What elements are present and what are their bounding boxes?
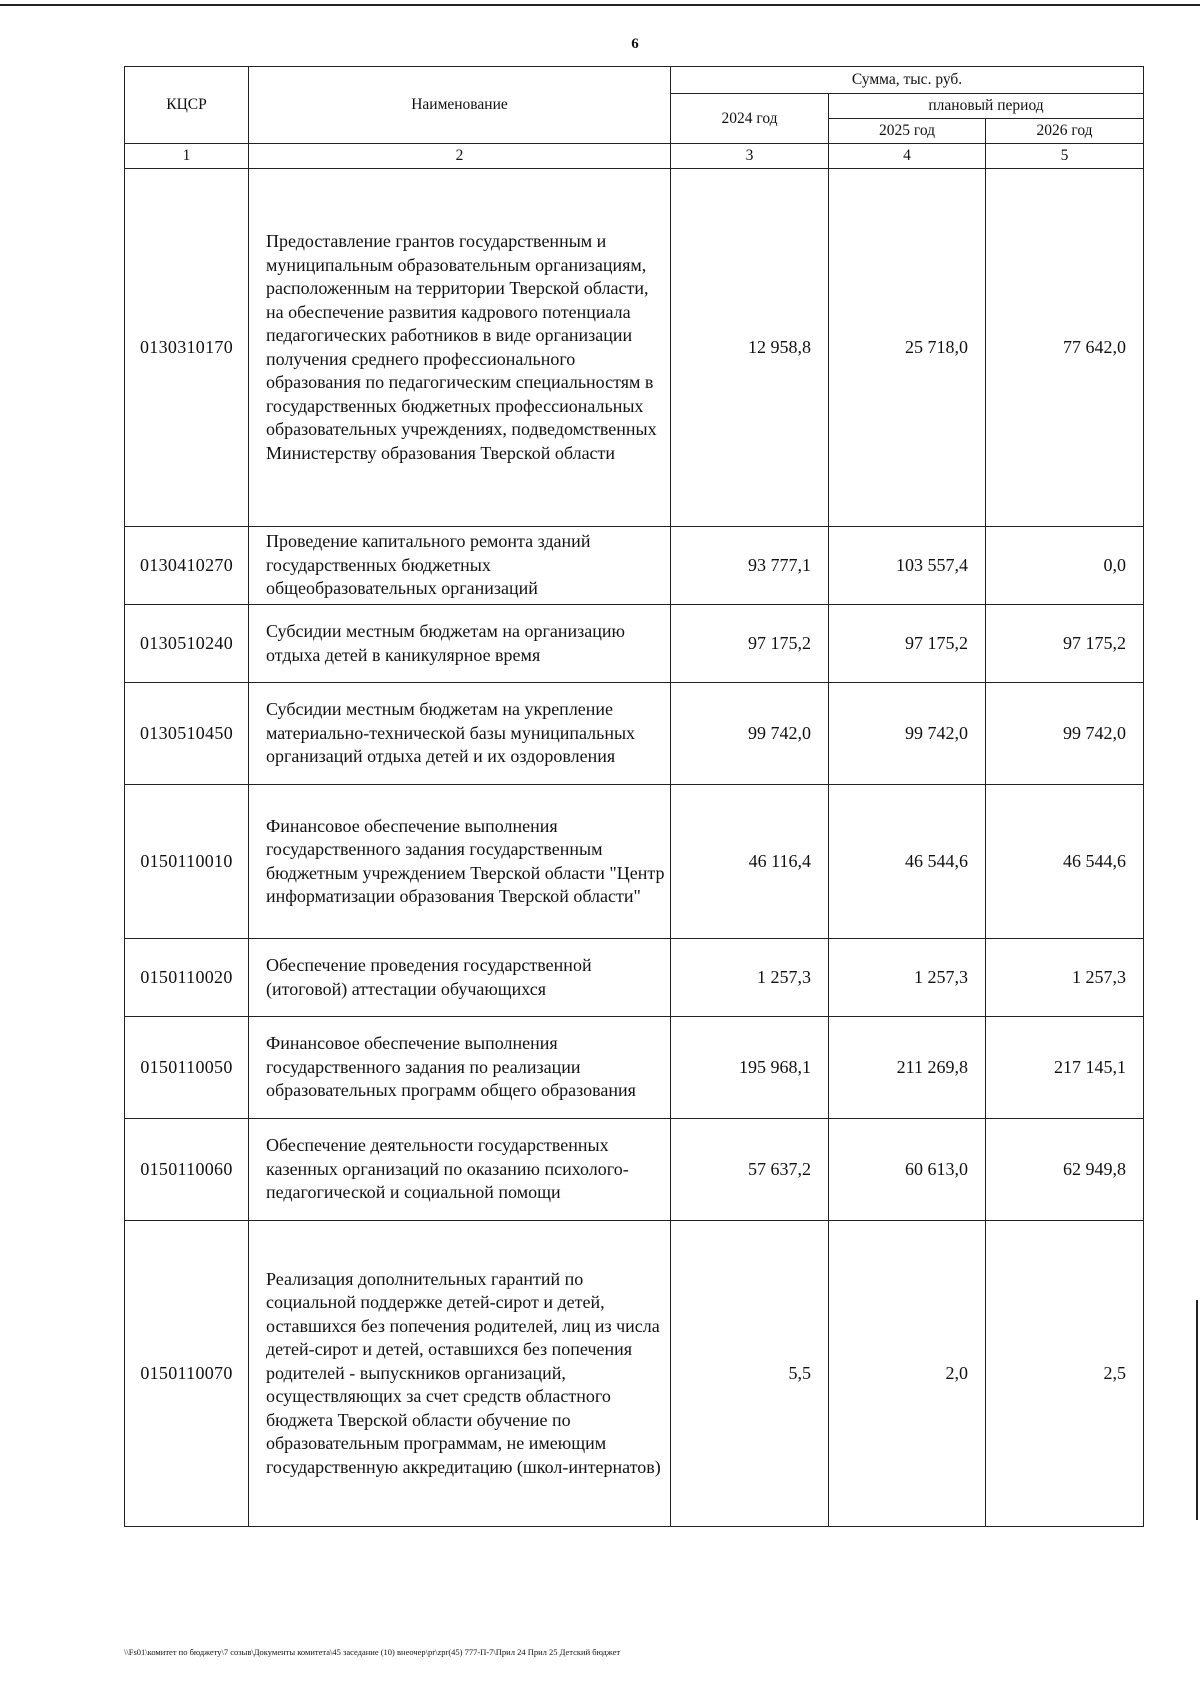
table-row	[125, 683, 1144, 785]
row-name: Субсидии местным бюджетам на укрепление материально-технической базы муниципальных организаций отдыха детей и их оздоровления	[249, 683, 671, 785]
row-amount-2024: 1 257,3	[671, 939, 829, 1017]
row-amount-2025: 46 544,6	[829, 785, 986, 939]
table-row	[125, 1017, 1144, 1119]
row-name: Финансовое обеспечение выполнения государственного задания государственным бюджетным учреждением Тверской области "Центр информатизации образования Тверской области"	[249, 785, 671, 939]
table-row	[125, 785, 1144, 939]
column-number: 1	[125, 144, 249, 169]
row-amount-2026: 99 742,0	[986, 683, 1144, 785]
header-sum: Сумма, тыс. руб.	[671, 67, 1144, 94]
table-row	[125, 169, 1144, 527]
header-year-2024: 2024 год	[671, 94, 829, 144]
table-row	[125, 527, 1144, 605]
row-amount-2026: 62 949,8	[986, 1119, 1144, 1221]
row-amount-2026: 0,0	[986, 527, 1144, 605]
top-border-line	[0, 4, 1200, 6]
row-amount-2025: 97 175,2	[829, 605, 986, 683]
row-name: Проведение капитального ремонта зданий государственных бюджетных общеобразовательных организаций	[249, 527, 671, 605]
row-code: 0150110050	[125, 1017, 249, 1119]
table-row	[125, 605, 1144, 683]
row-amount-2026: 77 642,0	[986, 169, 1144, 527]
header-year-2026: 2026 год	[986, 119, 1144, 144]
row-code: 0150110010	[125, 785, 249, 939]
row-amount-2026: 97 175,2	[986, 605, 1144, 683]
row-amount-2025: 211 269,8	[829, 1017, 986, 1119]
row-code: 0130410270	[125, 527, 249, 605]
row-amount-2024: 93 777,1	[671, 527, 829, 605]
row-amount-2025: 2,0	[829, 1221, 986, 1527]
row-name: Реализация дополнительных гарантий по социальной поддержке детей-сирот и детей, оставшихся без попечения родителей, лиц из числа детей-сирот и детей, оставшихся без попечения родителей - выпускников организаций, осуществляющих за счет средств областного бюджета Тверской области обучение по образовательным программам, не имеющим государственную аккредитацию (школ-интернатов)	[249, 1221, 671, 1527]
footer-file-path: \\Fs01\комитет по бюджету\7 созыв\Документы комитета\45 заседание (10) внеочер\pr\zpr(45) 777-П-7\Прил 24 Прил 25 Детский бюджет	[124, 1647, 621, 1657]
row-amount-2025: 60 613,0	[829, 1119, 986, 1221]
row-amount-2024: 57 637,2	[671, 1119, 829, 1221]
row-amount-2026: 1 257,3	[986, 939, 1144, 1017]
row-code: 0130310170	[125, 169, 249, 527]
row-name: Обеспечение проведения государственной (итоговой) аттестации обучающихся	[249, 939, 671, 1017]
row-amount-2024: 195 968,1	[671, 1017, 829, 1119]
row-amount-2024: 99 742,0	[671, 683, 829, 785]
row-amount-2026: 2,5	[986, 1221, 1144, 1527]
row-amount-2024: 12 958,8	[671, 169, 829, 527]
column-number: 4	[829, 144, 986, 169]
row-amount-2025: 103 557,4	[829, 527, 986, 605]
row-amount-2026: 46 544,6	[986, 785, 1144, 939]
row-name: Предоставление грантов государственным и муниципальным образовательным организациям, расположенным на территории Тверской области, на обеспечение развития кадрового потенциала педагогических работников в виде организации получения среднего профессионального образования по педагогическим специальностям в государственных бюджетных профессиональных образовательных учреждениях, подведомственных Министерству образования Тверской области	[249, 169, 671, 527]
column-number: 2	[249, 144, 671, 169]
table-row	[125, 939, 1144, 1017]
header-name: Наименование	[249, 67, 671, 144]
row-name: Субсидии местным бюджетам на организацию отдыха детей в каникулярное время	[249, 605, 671, 683]
budget-table	[124, 66, 1144, 1527]
row-amount-2024: 46 116,4	[671, 785, 829, 939]
header-plan-period: плановый период	[829, 94, 1144, 119]
header-year-2025: 2025 год	[829, 119, 986, 144]
row-amount-2025: 1 257,3	[829, 939, 986, 1017]
column-number-row	[125, 144, 1144, 169]
row-code: 0130510240	[125, 605, 249, 683]
column-number: 3	[671, 144, 829, 169]
row-amount-2024: 5,5	[671, 1221, 829, 1527]
row-name: Финансовое обеспечение выполнения государственного задания по реализации образовательных программ общего образования	[249, 1017, 671, 1119]
column-number: 5	[986, 144, 1144, 169]
page-number: 6	[631, 36, 639, 52]
table-row	[125, 1221, 1144, 1527]
row-amount-2025: 25 718,0	[829, 169, 986, 527]
row-code: 0130510450	[125, 683, 249, 785]
row-code: 0150110060	[125, 1119, 249, 1221]
row-code: 0150110070	[125, 1221, 249, 1527]
row-name: Обеспечение деятельности государственных казенных организаций по оказанию психолого-педагогической и социальной помощи	[249, 1119, 671, 1221]
row-amount-2026: 217 145,1	[986, 1017, 1144, 1119]
scan-edge-mark	[1196, 1300, 1198, 1520]
row-amount-2024: 97 175,2	[671, 605, 829, 683]
row-amount-2025: 99 742,0	[829, 683, 986, 785]
row-code: 0150110020	[125, 939, 249, 1017]
header-code: КЦСР	[125, 67, 249, 144]
table-row	[125, 1119, 1144, 1221]
